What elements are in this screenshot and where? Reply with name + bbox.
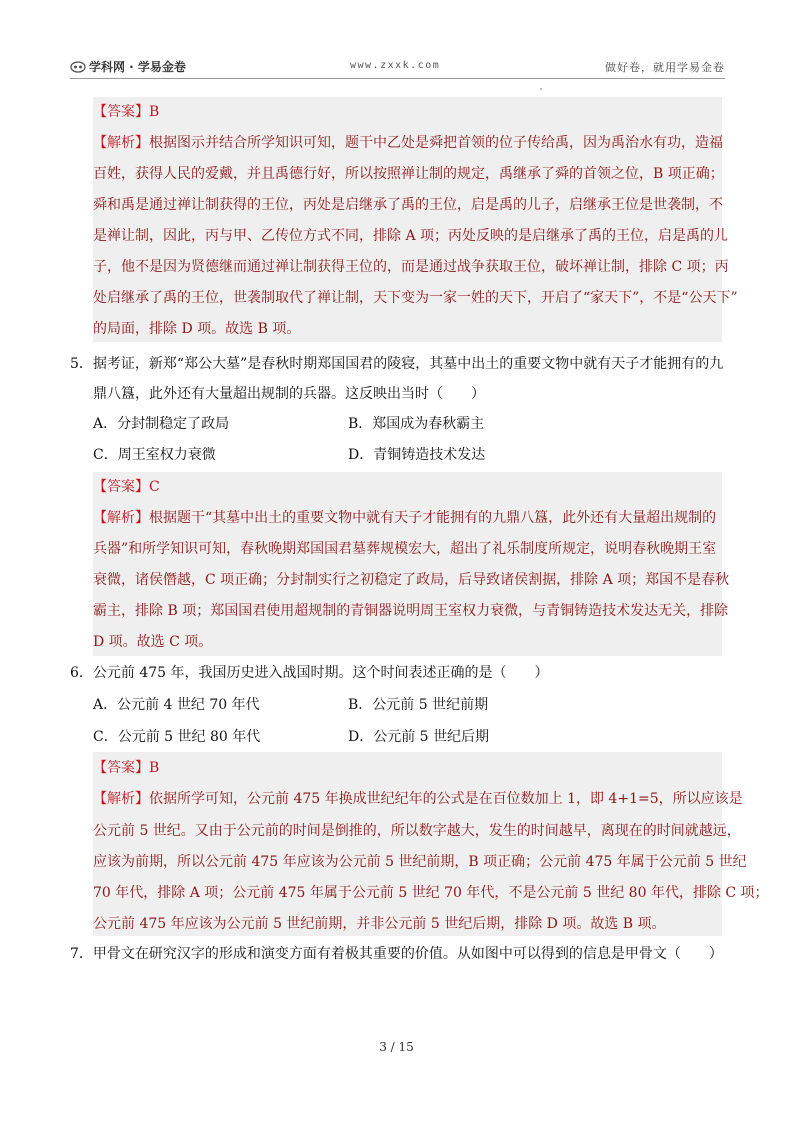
- analysis-line: 衰微，诸侯僭越，C 项正确；分封制实行之初稳定了政局，后导致诸侯割据，排除 A 项；郑国不是春秋: [93, 572, 730, 588]
- logo: [70, 58, 186, 75]
- option-b: B．郑国成为春秋霸主: [348, 416, 485, 432]
- logo-text: 学科网 · 学易金卷: [89, 60, 186, 74]
- analysis-line: 兵器”和所学知识可知，春秋晚期郑国国君墓葬规模宏大，超出了礼乐制度所规定，说明春秋晚期王室: [93, 541, 717, 557]
- option-a: A．公元前 4 世纪 70 年代: [93, 697, 260, 713]
- analysis-line: 公元前 5 世纪。又由于公元前的时间是倒推的，所以数字越大，发生的时间越早，离现在的时间就越远，: [93, 823, 741, 839]
- analysis-line: 【解析】根据题干“其墓中出土的重要文物中就有天子才能拥有的九鼎八簋，此外还有大量超出规制的: [93, 510, 717, 526]
- answer-line: 【答案】C: [93, 479, 160, 495]
- answer-line: 【答案】B: [93, 760, 160, 776]
- analysis-line: 处启继承了禹的王位，世袭制取代了禅让制，天下变为一家一姓的天下，开启了“家天下”，不是“公天下”: [93, 290, 738, 306]
- analysis-line: D 项。故选 C 项。: [93, 634, 213, 650]
- analysis-line: 百姓，获得人民的爱戴，并且禹德行好，所以按照禅让制的规定，禹继承了舜的首领之位，B 项正确；: [93, 166, 724, 182]
- analysis-line: 的局面，排除 D 项。故选 B 项。: [93, 321, 301, 337]
- analysis-line: 是禅让制，因此，丙与甲、乙传位方式不同，排除 A 项；丙处反映的是启继承了禹的王位，启是禹的儿: [93, 228, 729, 244]
- question-stem: 7．甲骨文在研究汉字的形成和演变方面有着极其重要的价值。从如图中可以得到的信息是甲骨文（ ）: [70, 946, 723, 962]
- analysis-line: 【解析】依据所学可知，公元前 475 年换成世纪纪年的公式是在百位数加上 1，即 4+1=5，所以应该是: [93, 791, 743, 807]
- header-divider: [70, 78, 725, 79]
- analysis-line: 应该为前期，所以公元前 475 年应该为公元前 5 世纪前期，B 项正确；公元前 475 年属于公元前 5 世纪: [93, 854, 747, 870]
- analysis-line: 舜和禹是通过禅让制获得的王位，丙处是启继承了禹的王位，启是禹的儿子，启继承王位是世袭制，不: [93, 197, 723, 213]
- q5-answer-block: [93, 472, 730, 656]
- stray-dot: [540, 88, 542, 90]
- question-stem: 鼎八簋，此外还有大量超出规制的兵器。这反映出当时（ ）: [93, 386, 485, 402]
- logo-icon: [70, 61, 86, 73]
- answer-line: 【答案】B: [93, 104, 160, 120]
- option-c: C．周王室权力衰微: [93, 447, 216, 463]
- q4-answer-block: [93, 97, 738, 342]
- q6-answer-block: [93, 752, 769, 936]
- page-header: [70, 58, 725, 78]
- option-a: A．分封制稳定了政局: [93, 416, 230, 432]
- analysis-line: 霸主，排除 B 项；郑国国君使用超规制的青铜器说明周王室权力衰微，与青铜铸造技术发达无关，排除: [93, 603, 729, 619]
- option-c: C．公元前 5 世纪 80 年代: [93, 729, 261, 745]
- header-slogan: 做好卷，就用学易金卷: [605, 61, 725, 74]
- option-b: B．公元前 5 世纪前期: [348, 697, 489, 713]
- analysis-line: 子，他不是因为贤德继而通过禅让制获得王位的，而是通过战争获取王位，破坏禅让制，排除 C 项；丙: [93, 259, 729, 275]
- question-stem: 5．据考证，新郑“郑公大墓”是春秋时期郑国国君的陵寝，其墓中出土的重要文物中就有天子才能拥有的九: [70, 356, 724, 372]
- page-number: 3 / 15: [379, 1040, 414, 1054]
- analysis-line: 公元前 475 年应该为公元前 5 世纪前期，并非公元前 5 世纪后期，排除 D 项。故选 B 项。: [93, 916, 666, 932]
- analysis-line: 【解析】根据图示并结合所学知识可知，题干中乙处是舜把首领的位子传给禹，因为禹治水有功，造福: [93, 135, 723, 151]
- question-stem: 6．公元前 475 年，我国历史进入战国时期。这个时间表述正确的是（ ）: [70, 665, 549, 681]
- site-url: www.zxxk.com: [350, 60, 441, 71]
- option-d: D．公元前 5 世纪后期: [348, 729, 490, 745]
- option-d: D．青铜铸造技术发达: [348, 447, 486, 463]
- analysis-line: 70 年代，排除 A 项；公元前 475 年属于公元前 5 世纪 70 年代，不是公元前 5 世纪 80 年代，排除 C 项；: [93, 885, 769, 901]
